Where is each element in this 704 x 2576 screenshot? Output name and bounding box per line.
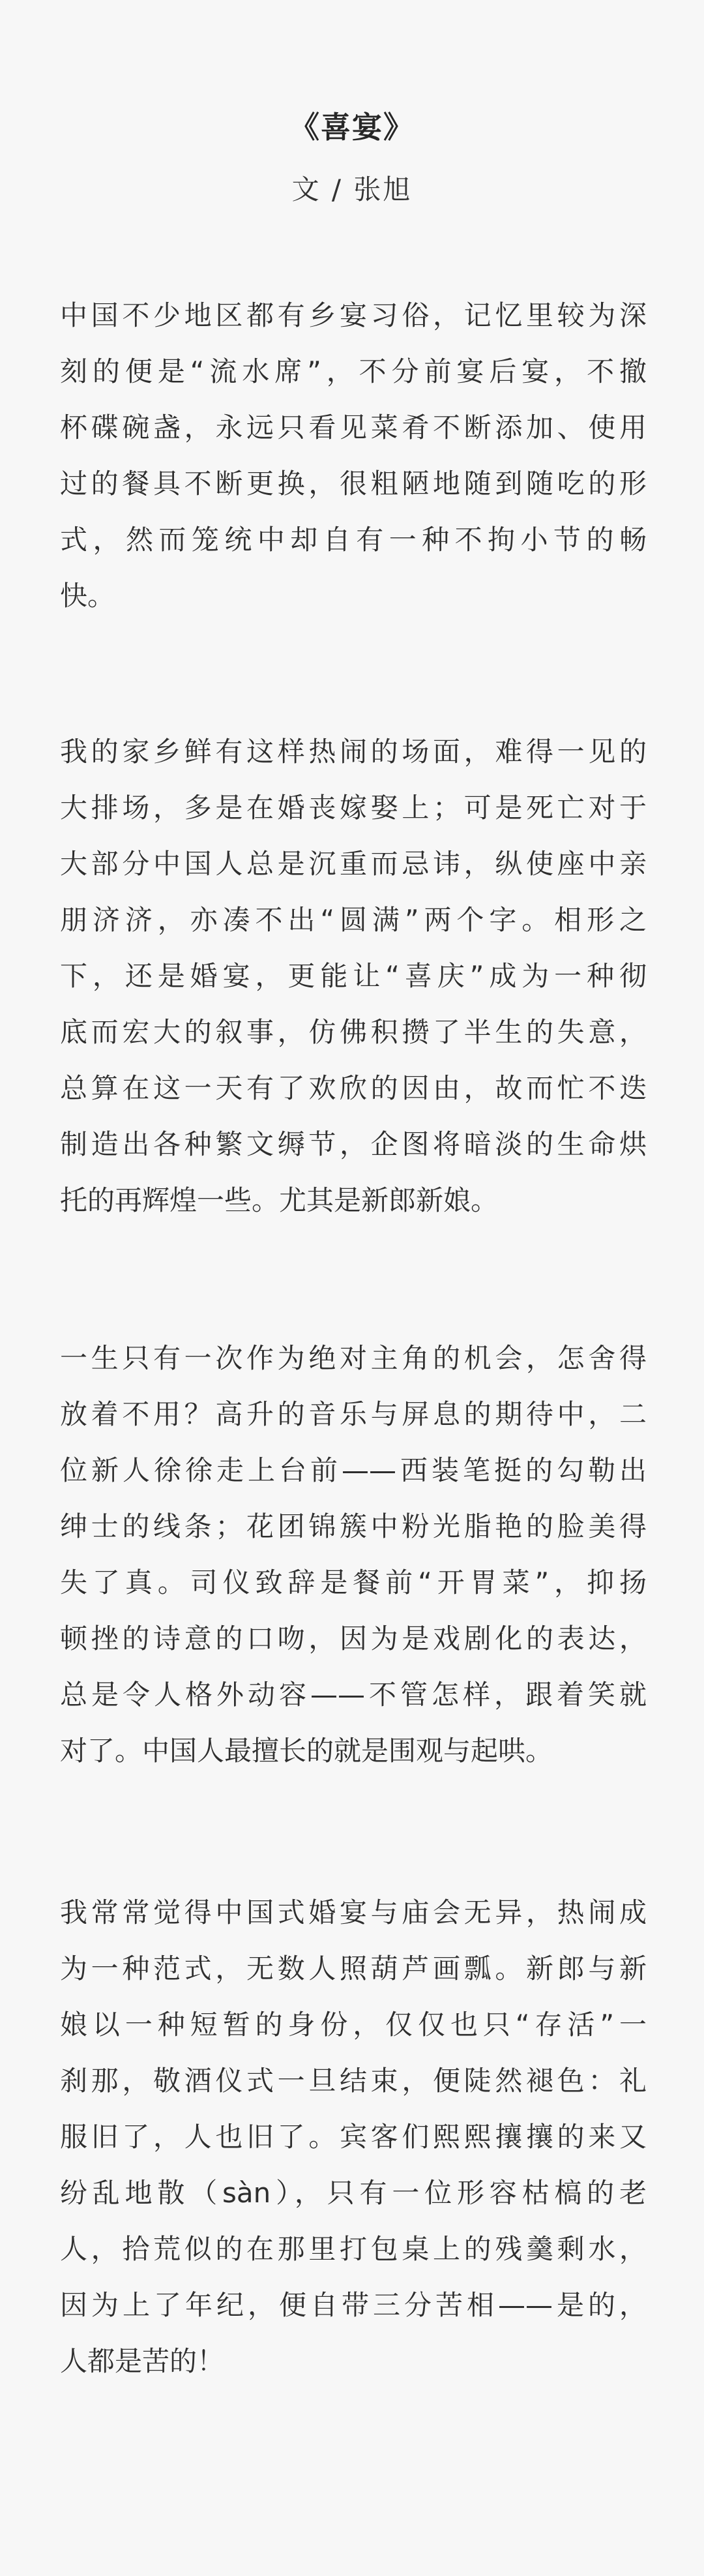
paragraph-line: 一生只有一次作为绝对主角的机会，怎舍得 (60, 1342, 647, 1374)
paragraph-line: 刻的便是“流水席”，不分前宴后宴，不撤 (60, 355, 647, 387)
paragraph-line: 绅士的线条；花团锦簇中粉光脂艳的脸美得 (60, 1510, 647, 1542)
paragraph-line: 总是令人格外动容——不管怎样，跟着笑就 (60, 1679, 647, 1711)
paragraph-line: 纷乱地散（sàn），只有一位形容枯槁的老 (60, 2177, 647, 2209)
paragraph-line: 娘以一种短暂的身份，仅仅也只“存活”一 (60, 2009, 647, 2041)
paragraph-4 (60, 1885, 647, 2389)
paragraph-3 (60, 1330, 647, 1779)
paragraph-line: 为一种范式，无数人照葫芦画瓢。新郎与新 (60, 1953, 647, 1984)
paragraph-line: 底而宏大的叙事，仿佛积攒了半生的失意， (60, 1016, 647, 1048)
paragraph-line: 顿挫的诗意的口吻，因为是戏剧化的表达， (60, 1623, 647, 1655)
paragraph-line: 朋济济，亦凑不出“圆满”两个字。相形之 (60, 904, 647, 936)
paragraph-line: 人都是苦的！ (60, 2345, 225, 2377)
paragraph-line: 总算在这一天有了欢欣的因由，故而忙不迭 (60, 1072, 647, 1104)
paragraph-line: 服旧了，人也旧了。宾客们熙熙攘攘的来又 (60, 2121, 647, 2153)
paragraph-line: 我常常觉得中国式婚宴与庙会无异，热闹成 (60, 1896, 647, 1928)
article-title: 《喜宴》 (289, 110, 415, 145)
paragraph-line: 因为上了年纪，便自带三分苦相——是的， (60, 2289, 647, 2321)
paragraph-line: 中国不少地区都有乡宴习俗，记忆里较为深 (60, 299, 647, 331)
paragraph-line: 位新人徐徐走上台前——西装笔挺的勾勒出 (60, 1454, 647, 1486)
paragraph-2 (60, 724, 647, 1229)
paragraph-line: 式，然而笼统中却自有一种不拘小节的畅 (60, 524, 647, 556)
paragraph-line: 对了。中国人最擅长的就是围观与起哄。 (60, 1735, 553, 1767)
paragraph-line: 刹那，敬酒仪式一旦结束，便陡然褪色：礼 (60, 2065, 647, 2097)
paragraph-line: 过的餐具不断更换，很粗陋地随到随吃的形 (60, 468, 647, 500)
article-byline: 文 / 张旭 (291, 173, 413, 205)
paragraph-1 (60, 288, 647, 624)
paragraph-line: 托的再辉煌一些。尤其是新郎新娘。 (60, 1184, 499, 1216)
paragraph-line: 我的家乡鲜有这样热闹的场面，难得一见的 (60, 736, 647, 768)
paragraph-line: 放着不用？高升的音乐与屏息的期待中，二 (60, 1398, 647, 1430)
paragraph-line: 制造出各种繁文缛节，企图将暗淡的生命烘 (60, 1128, 647, 1160)
paragraph-line: 下，还是婚宴，更能让“喜庆”成为一种彻 (60, 960, 647, 992)
paragraph-line: 人，拾荒似的在那里打包桌上的残羹剩水， (60, 2233, 647, 2265)
paragraph-line: 失了真。司仪致辞是餐前“开胃菜”，抑扬 (60, 1566, 647, 1598)
paragraph-line: 大排场，多是在婚丧嫁娶上；可是死亡对于 (60, 792, 647, 824)
paragraph-line: 快。 (60, 580, 115, 612)
paragraph-line: 大部分中国人总是沉重而忌讳，纵使座中亲 (60, 848, 647, 880)
paragraph-line: 杯碟碗盏，永远只看见菜肴不断添加、使用 (60, 412, 647, 443)
